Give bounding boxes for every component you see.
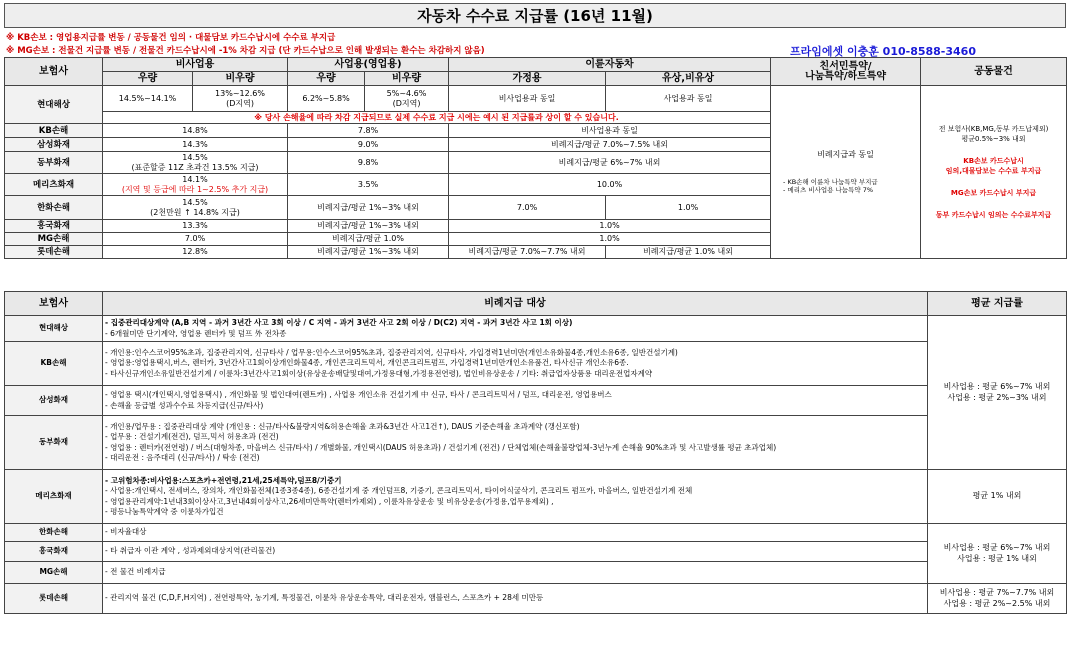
target-line: - 개인용:인수스코어95%초과, 집중관리지역, 신규타사 / 업무용:인수스코어95%초과, 집중관리지역, 신규타사, 가입경력1년미만(개인소유화물4종,개인소유6종, 일반건설기계) <box>105 347 678 357</box>
insurer-name: 한화손해 <box>5 196 103 220</box>
insurer-name: 메리츠화재 <box>5 174 103 196</box>
rate-sub: (표준할증 11Z 초과건 13.5% 지급) <box>131 162 259 172</box>
rate-main: 14.1% <box>182 174 208 184</box>
target-line: - 6개월미만 단기계약, 영업용 렌터카 및 덤프 外 전차종 <box>105 328 287 338</box>
header-home: 가정용 <box>449 72 606 86</box>
friendly-text: 비례지급과 동일 <box>817 150 874 159</box>
notice-text: ※ 당사 손해율에 따라 차감 지급되므로 실제 수수료 지급 시에는 예시 된 지급률과 상이 할 수 있습니다. <box>103 112 771 124</box>
insurer-name: 메리츠화재 <box>5 470 103 524</box>
target-cell: - 전 물건 비례지급 <box>103 562 928 584</box>
note-kb: ※ KB손보 : 영업용지급률 변동 / 공동물건 임의 · 대물담보 카드수납시에 수수료 부지급 <box>6 33 336 43</box>
target-line: - 집중관리대상계약 (A,B 지역 - 과거 3년간 사고 3회 이상 / C 지역 - 과거 3년간 사고 2회 이상 / D(C2) 지역 - 과거 3년간 사고 1회 이상) <box>105 318 573 327</box>
insurer-name: KB손해 <box>5 124 103 138</box>
rate-cell: 7.0% <box>449 196 606 220</box>
target-line: - 평등나눔특약계약 중 이륜차가입건 <box>105 507 224 516</box>
insurer-name: 현대해상 <box>5 316 103 342</box>
target-cell <box>103 416 928 470</box>
insurer-name: 삼성화재 <box>5 386 103 416</box>
rate-cell: 비례지급/평균 1.0% 내외 <box>606 246 771 259</box>
target-line: - 사업용:개인택시, 전세버스, 장의차, 개인화물전체(1종3종4종), 6종건설기계 중 개인덤프8, 기중기, 콘크리트믹서, 타이어식굴삭기, 콘크리트 펌프카, 마을버스, 일반건설기계 전체 <box>105 486 693 495</box>
avg-cell <box>928 524 1067 584</box>
common-line: KB손보 카드수납시 <box>963 157 1024 165</box>
rate-cell: 6.2%~5.8% <box>288 86 365 112</box>
insurer-name: 흥국화재 <box>5 542 103 562</box>
rate-cell <box>103 196 288 220</box>
rate-cell: 14.5%~14.1% <box>103 86 193 112</box>
header-avg: 평균 지급률 <box>928 292 1067 316</box>
friendly-cell <box>771 86 921 259</box>
target-line: - 대리운전 : 음주대리 (신규/타사) / 탁송 (전건) <box>105 453 260 462</box>
header-twowheel: 이륜자동차 <box>449 58 771 72</box>
rate-cell: 비례지급/평균 1%~3% 내외 <box>288 220 449 233</box>
common-line: 평균0.5%~3% 내외 <box>961 135 1026 143</box>
target-cell <box>103 316 928 342</box>
target-line: - 업무용 : 건설기계(전건), 덤프,믹서 허용초과 (전건) <box>105 432 279 441</box>
rate-cell: 비사업용과 동일 <box>449 86 606 112</box>
header-target: 비례지급 대상 <box>103 292 928 316</box>
insurer-name: MG손해 <box>5 233 103 246</box>
rate-cell: 10.0% <box>449 174 771 196</box>
rate-sub: (2천만원 ↑ 14.8% 지급) <box>150 207 240 217</box>
target-cell <box>103 342 928 386</box>
rate-cell: 12.8% <box>103 246 288 259</box>
rate-cell: 비례지급/평균 6%~7% 내외 <box>449 152 771 174</box>
rate-cell: 7.0% <box>103 233 288 246</box>
target-cell: - 타 취급자 이관 계약 , 성과제외대상지역(관리물건) <box>103 542 928 562</box>
insurer-name: 동부화재 <box>5 416 103 470</box>
target-line: - 타사신규개인소유일반건설기계 / 이륜차:3년간사고1회이상(유상운송배달및대여,가정용대형,가정용전연령), 법인비유상운송 / 기타: 취급업자상품용 대리운전업자계약 <box>105 368 653 378</box>
insurer-name: 삼성화재 <box>5 138 103 152</box>
rate-cell: 사업용과 동일 <box>606 86 771 112</box>
rate-sub: (지역 및 등급에 따라 1~2.5% 추가 지급) <box>121 184 269 194</box>
avg-line: 사업용 : 평균 2%~2.5% 내외 <box>943 598 1051 608</box>
rate-cell: 9.0% <box>288 138 449 152</box>
rate-cell: 비례지급/평균 7.0%~7.7% 내외 <box>449 246 606 259</box>
insurer-name: 흥국화재 <box>5 220 103 233</box>
target-line: - 영업용관리계약:1년내3회이상사고,3년내4회이상사고,26세미만특약(렌터카제외) , 이륜차유상운송 및 비유상운송(가정용,업무용제외) , <box>105 496 554 506</box>
target-cell <box>103 386 928 416</box>
insurer-name: 현대해상 <box>5 86 103 124</box>
contact-info: 프라임에셋 이충훈 010-8588-3460 <box>790 45 976 58</box>
insurer-name: 롯데손해 <box>5 246 103 259</box>
rate-main: 14.5% <box>182 197 208 207</box>
target-cell <box>103 470 928 524</box>
header-good: 우량 <box>103 72 193 86</box>
header-paid: 유상,비유상 <box>606 72 771 86</box>
insurer-name: MG손해 <box>5 562 103 584</box>
rate-cell: 14.3% <box>103 138 288 152</box>
avg-line: 비사업용 : 평균 6%~7% 내외 <box>943 382 1051 391</box>
rate-cell: 비례지급/평균 1%~3% 내외 <box>288 196 449 220</box>
avg-line: 사업용 : 평균 1% 내외 <box>957 553 1037 563</box>
rate-cell: 1.0% <box>449 220 771 233</box>
header-friendly: 친서민특약/ 나눔특약/하트특약 <box>771 58 921 86</box>
page-title: 자동차 수수료 지급률 (16년 11월) <box>4 3 1066 28</box>
target-cell: - 관리지역 물건 (C,D,F,H지역) , 전연령특약, 농기계, 특정물건, 이륜차 유상운송특약, 대리운전자, 앰블런스, 스포츠카 + 28세 미만등 <box>103 584 928 614</box>
avg-cell: 평균 1% 내외 <box>928 470 1067 524</box>
insurer-name: 한화손해 <box>5 524 103 542</box>
avg-cell <box>928 584 1067 614</box>
target-line: - 손해율 등급별 성과수수료 차등지급(신규/타사) <box>105 400 264 410</box>
rate-cell: 1.0% <box>449 233 771 246</box>
rate-cell: 13.3% <box>103 220 288 233</box>
common-line: MG손보 카드수납시 부지급 <box>950 189 1037 197</box>
rate-cell <box>103 174 288 196</box>
avg-line: 비사업용 : 평균 7%~7.7% 내외 <box>939 588 1055 597</box>
rate-cell: 3.5% <box>288 174 449 196</box>
target-line: - 개인용/업무용 : 집중관리대상 계약 (개인용 : 신규/타사&불량지역&허용손해율 초과&3년간 사고1건↑), DAUS 기준손해율 초과계약 (갱신포함) <box>105 421 580 431</box>
header-insurer: 보험사 <box>5 292 103 316</box>
note-mg: ※ MG손보 : 전물건 지급률 변동 / 전물건 카드수납시에 -1% 차감 지급 (단 카드수납으로 인해 발생되는 환수는 차감하지 않음) <box>6 46 485 56</box>
target-line: - 영업용 : 렌터카(전연령) / 버스(대형차종, 마을버스 신규/타사) / 개별화물, 개인택시(DAUS 허용초과) / 건설기계 (전건) / 단체업체(손해율불량업체-3년누계 손해율 90%초과 및 사고발생률 평균 초과업체) <box>105 442 777 452</box>
rate-cell: 비례지급/평균 1.0% <box>288 233 449 246</box>
rate-cell: 13%~12.6% (D지역) <box>193 86 288 112</box>
header-nonbiz: 비사업용 <box>103 58 288 72</box>
insurer-name: 롯데손해 <box>5 584 103 614</box>
common-cell <box>921 86 1067 259</box>
header-biz: 사업용(영업용) <box>288 58 449 72</box>
rate-cell: 7.8% <box>288 124 449 138</box>
rate-main: 14.5% <box>182 152 208 162</box>
target-line: - 영업용 택시(개인택시,영업용택시) , 개인화물 및 법인대여(렌트카) , 사업용 개인소유 건설기계 中 신규, 타사 / 콘크리트믹서 / 덤프, 대리운전, 영업용버스 <box>105 390 612 399</box>
target-line: - 영업용:영업용택시,버스, 렌터카, 3년간사고1회이상개인화물4종, 개인콘크리트믹서, 개인콘크리트펌프, 가입경력1년미만개인소유품건, 타사신규 개인소유6종. <box>105 358 629 368</box>
insurer-name: 동부화재 <box>5 152 103 174</box>
rate-cell: 5%~4.6% (D지역) <box>365 86 449 112</box>
rate-cell: 비사업용과 동일 <box>449 124 771 138</box>
rate-cell: 9.8% <box>288 152 449 174</box>
rate-table <box>4 57 1067 259</box>
target-line: - 고위험차종:비사업용:스포츠카+전연령,21세,25세특약,덤프8/기중기 <box>105 475 342 485</box>
rate-cell: 비례지급/평균 1%~3% 내외 <box>288 246 449 259</box>
header-common: 공동물건 <box>921 58 1067 86</box>
target-cell: - 비자율대상 <box>103 524 928 542</box>
rate-cell: 비례지급/평균 7.0%~7.5% 내외 <box>449 138 771 152</box>
common-line: 동부 카드수납시 임의는 수수료부지급 <box>935 211 1052 219</box>
friendly-notes: - KB손해 이륜차 나눔특약 부지급 - 메리츠 비사업용 나눔특약 7% <box>783 178 878 194</box>
rate-cell: 14.8% <box>103 124 288 138</box>
insurer-name: KB손해 <box>5 342 103 386</box>
proportional-table <box>4 291 1067 614</box>
common-line: 전 보험사(KB,MG,동부 카드납제외) <box>938 125 1049 133</box>
header-bad2: 비우량 <box>365 72 449 86</box>
header-good2: 우량 <box>288 72 365 86</box>
header-bad: 비우량 <box>193 72 288 86</box>
avg-cell <box>928 316 1067 470</box>
header-insurer: 보험사 <box>5 58 103 86</box>
common-line: 임의,대물담보는 수수료 부지급 <box>945 167 1042 175</box>
avg-line: 비사업용 : 평균 6%~7% 내외 <box>943 543 1051 552</box>
rate-cell: 1.0% <box>606 196 771 220</box>
rate-cell <box>103 152 288 174</box>
avg-line: 사업용 : 평균 2%~3% 내외 <box>947 392 1047 402</box>
